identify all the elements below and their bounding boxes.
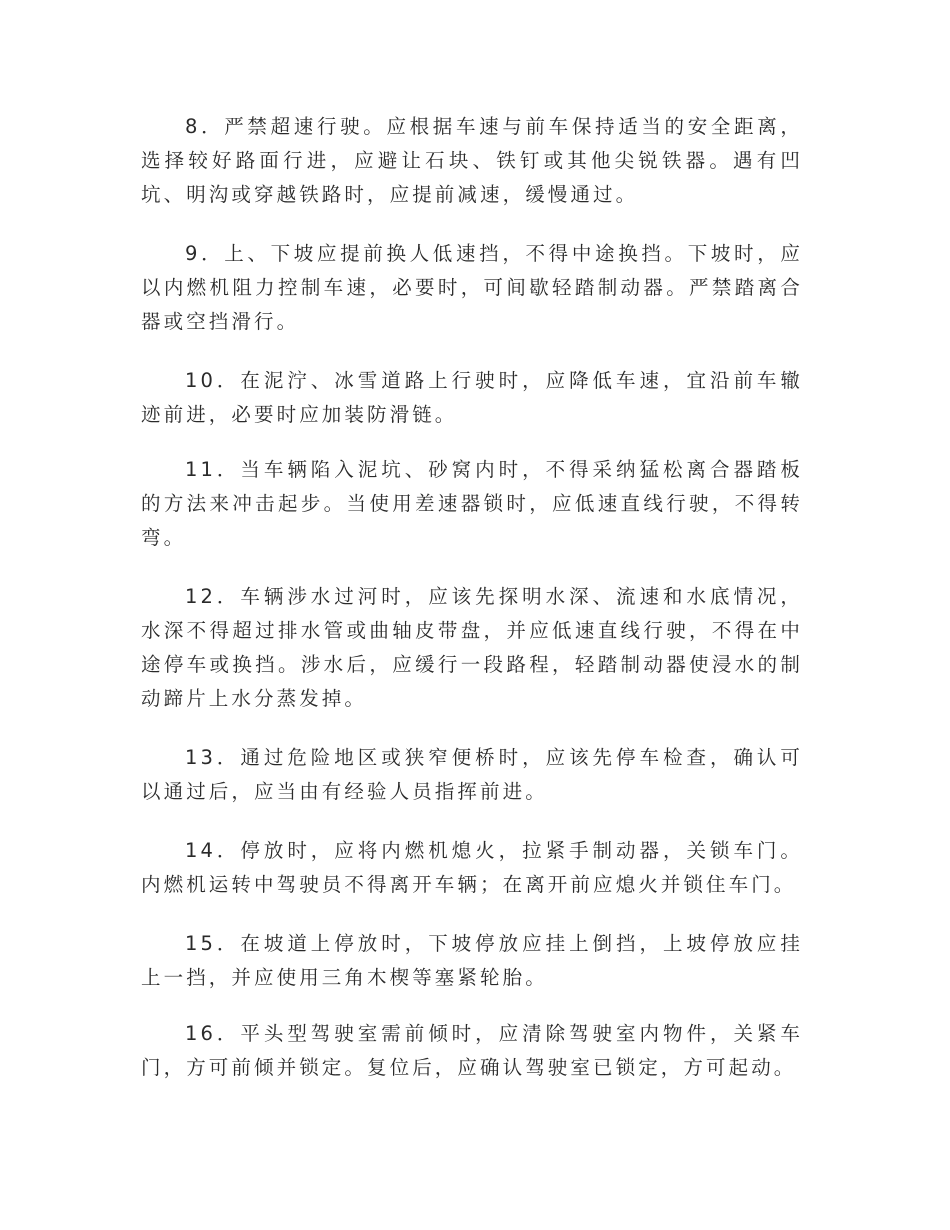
paragraph-item-14: 14．停放时，应将内燃机熄火，拉紧手制动器，关锁车门。内燃机运转中驾驶员不得离开车辆；在离开前应熄火并锁住车门。 bbox=[141, 839, 803, 896]
paragraph-item-12: 12．车辆涉水过河时，应该先探明水深、流速和水底情况，水深不得超过排水管或曲轴皮带盘，并应低速直线行驶，不得在中途停车或换挡。涉水后，应缓行一段路程，轻踏制动器使浸水的制动蹄片上水分蒸发掉。 bbox=[141, 585, 803, 710]
paragraph-item-15: 15．在坡道上停放时，下坡停放应挂上倒挡，上坡停放应挂上一挡，并应使用三角木楔等塞紧轮胎。 bbox=[141, 932, 803, 989]
paragraph-item-11: 11．当车辆陷入泥坑、砂窝内时，不得采纳猛松离合器踏板的方法来冲击起步。当使用差速器锁时，应低速直线行驶，不得转弯。 bbox=[141, 458, 803, 549]
paragraph-item-13: 13．通过危险地区或狭窄便桥时，应该先停车检查，确认可以通过后，应当由有经验人员指挥前进。 bbox=[141, 746, 803, 803]
paragraph-item-10: 10．在泥泞、冰雪道路上行驶时，应降低车速，宜沿前车辙迹前进，必要时应加装防滑链。 bbox=[141, 369, 803, 426]
document-body bbox=[141, 110, 803, 1110]
paragraph-item-9: 9．上、下坡应提前换人低速挡，不得中途换挡。下坡时，应以内燃机阻力控制车速，必要时，可间歇轻踏制动器。严禁踏离合器或空挡滑行。 bbox=[141, 242, 803, 333]
paragraph-item-16: 16．平头型驾驶室需前倾时，应清除驾驶室内物件，关紧车门，方可前倾并锁定。复位后，应确认驾驶室已锁定，方可起动。 bbox=[141, 1022, 803, 1079]
paragraph-item-8: 8．严禁超速行驶。应根据车速与前车保持适当的安全距离，选择较好路面行进，应避让石块、铁钉或其他尖锐铁器。遇有凹坑、明沟或穿越铁路时，应提前减速，缓慢通过。 bbox=[141, 115, 803, 206]
